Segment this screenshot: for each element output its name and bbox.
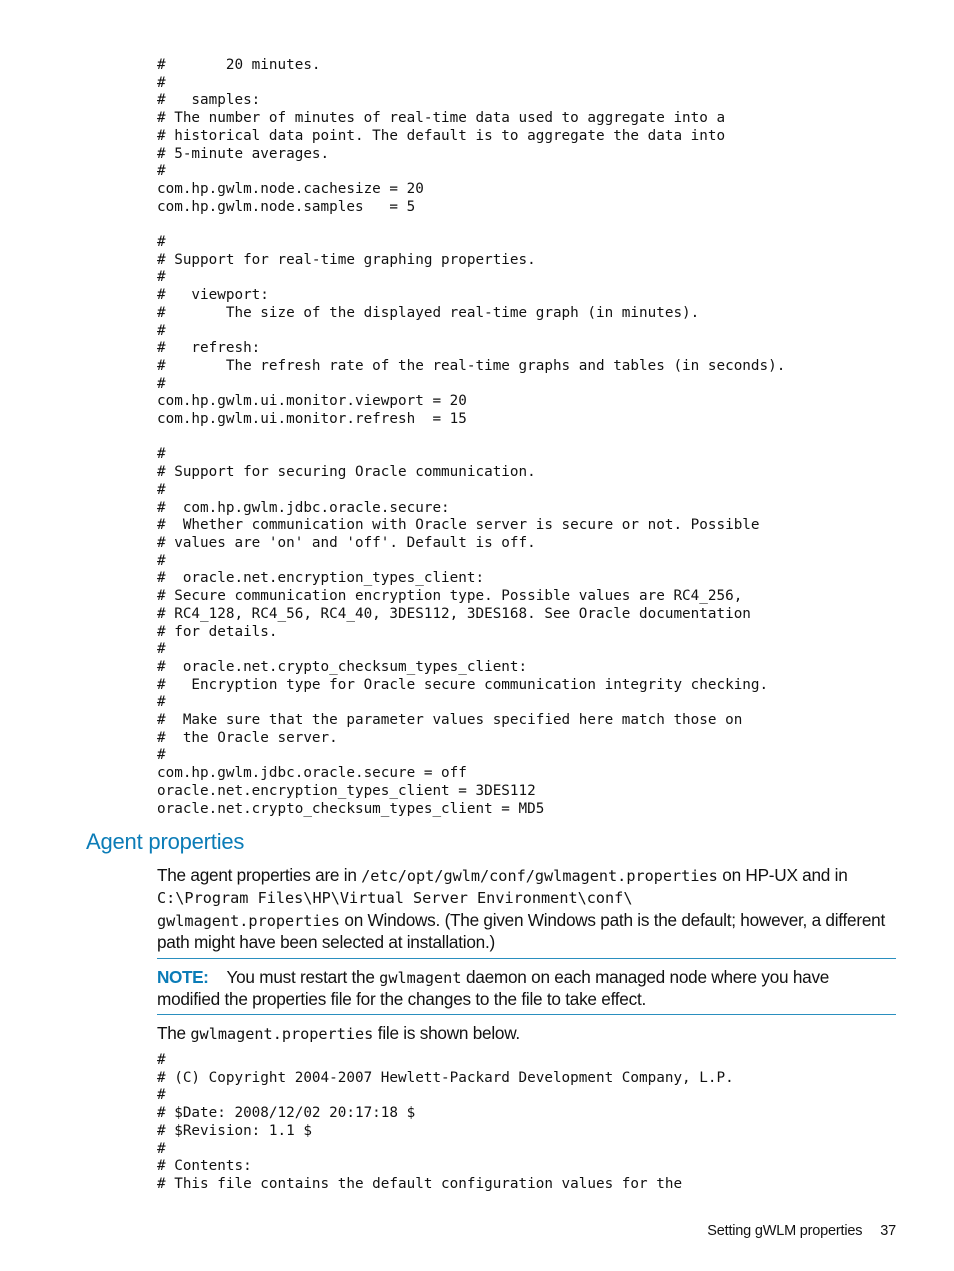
windows-path-part2: gwlmagent.properties [157, 911, 340, 930]
para-text: The agent properties are in [157, 865, 362, 885]
file-shown-below-paragraph [157, 1023, 897, 1045]
agent-properties-location-paragraph [157, 865, 897, 953]
section-heading-agent-properties: Agent properties [86, 829, 245, 854]
para-text: on HP-UX and in [717, 865, 848, 885]
footer-section-title: Setting gWLM properties [707, 1223, 863, 1239]
note-label: NOTE: [157, 967, 209, 987]
note-text-part: You must restart the [226, 967, 380, 987]
hpux-path: /etc/opt/gwlm/conf/gwlmagent.properties [361, 867, 718, 885]
daemon-name: gwlmagent [379, 969, 462, 987]
page-footer [707, 1223, 896, 1239]
code-block-node-ui-oracle-properties: # 20 minutes. # # samples: # The number of minutes of real-time data used to aggregate into a # historical data point. The default is to aggregate the data into # 5-minute averages. # com.hp.gwlm.node.cachesize = 20 com.hp.gwlm.node.samples = 5 # # Support for real-time graphing properties. # # viewport: # The size of the displayed real-time graph (in minutes). # # refresh: # The refresh rate of the real-time graphs and tables (in seconds). # com.hp.gwlm.ui.monitor.viewport = 20 com.hp.gwlm.ui.monitor.refresh = 15 # # Support for securing Oracle communication. # # com.hp.gwlm.jdbc.oracle.secure: # Whether communication with Oracle server is secure or not. Possible # values are 'on' and 'off'. Default is off. # # oracle.net.encryption_types_client: # Secure communication encryption type. Possible values are RC4_256, # RC4_128, RC4_56, RC4_40, 3DES112, 3DES168. See Oracle documentation # for details. # # oracle.net.crypto_checksum_types_client: # Encryption type for Oracle secure communication integrity checking. # # Make sure that the parameter values specified here match those on # the Oracle server. # com.hp.gwlm.jdbc.oracle.secure = off oracle.net.encryption_types_client = 3DES112 oracle.net.crypto_checksum_types_client = MD5 [157, 57, 786, 817]
para-text: on Windows. (The given Windows path is the default; however, a different path might have been selected at installation.) [157, 909, 885, 952]
para-text: file is shown below. [373, 1023, 520, 1043]
note-text [157, 967, 896, 1011]
properties-filename: gwlmagent.properties [190, 1025, 374, 1043]
para-text: The [157, 1023, 191, 1043]
note-text-part: daemon on each managed node where you have modified the properties file for the changes to the file to take effect. [157, 967, 830, 1010]
page-number: 37 [880, 1223, 896, 1239]
windows-path-part1: C:\Program Files\HP\Virtual Server Environment\conf\ [157, 889, 633, 908]
code-block-gwlmagent-properties: # # (C) Copyright 2004-2007 Hewlett-Packard Development Company, L.P. # # $Date: 2008/12/02 20:17:18 $ # $Revision: 1.1 $ # # Contents: # This file contains the default configuration values for the [157, 1052, 734, 1192]
note-box [157, 958, 896, 1015]
